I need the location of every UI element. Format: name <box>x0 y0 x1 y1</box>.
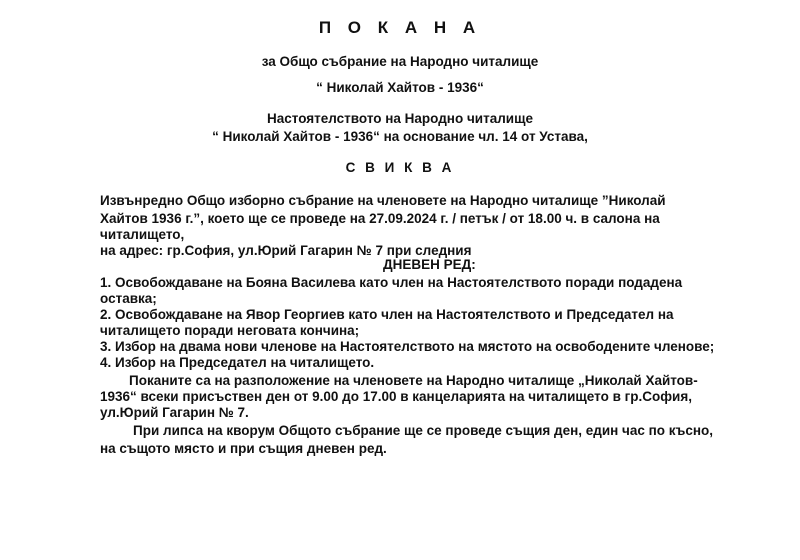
intro-line-1: за Общо събрание на Народно читалище <box>261 54 539 69</box>
paragraph-2-line-2: 1936“ всеки присъствен ден от 9.00 до 17.00 в канцеларията на читалището в гр.София, <box>100 389 692 404</box>
document-title: П О К А Н А <box>318 18 482 37</box>
agenda-item-4: 4. Избор на Председател на читалището. <box>100 355 375 370</box>
agenda-item-1-line-2: оставка; <box>100 291 157 306</box>
paragraph-2-line-3: ул.Юрий Гагарин № 7. <box>100 405 249 420</box>
agenda-item-2-line-1: 2. Освобождаване на Явор Георгиев като член на Настоятелството и Председател на <box>100 307 674 322</box>
agenda-item-1-line-1: 1. Освобождаване на Бояна Василева като член на Настоятелството поради подадена <box>100 275 683 290</box>
paragraph-2-line-1: Поканите са на разположение на членовете на Народно читалище „Николай Хайтов- <box>129 373 698 388</box>
board-line-1: Настоятелството на Народно читалище <box>267 111 533 126</box>
paragraph-1-line-1: Извънредно Общо изборно събрание на членовете на Народно читалище ”Николай <box>100 193 666 208</box>
agenda-item-3: 3. Избор на двама нови членове на Настоятелството на мястото на освободените членове; <box>100 339 715 354</box>
board-line-2: “ Николай Хайтов - 1936“ на основание чл. 14 от Устава, <box>212 129 588 144</box>
paragraph-3-line-2: на същото място и при същия дневен ред. <box>100 441 387 456</box>
agenda-item-2-line-2: читалището поради неговата кончина; <box>100 323 360 338</box>
paragraph-1-line-2: Хайтов 1936 г.”, което ще се проведе на 27.09.2024 г. / петък / от 18.00 ч. в салона на <box>100 211 660 226</box>
agenda-heading: ДНЕВЕН РЕД: <box>383 257 476 272</box>
paragraph-3-line-1: При липса на кворум Общото събрание ще се проведе същия ден, един час по късно, <box>133 423 714 438</box>
convenes-heading: С В И К В А <box>345 160 455 175</box>
intro-line-2: “ Николай Хайтов - 1936“ <box>316 80 484 95</box>
paragraph-1-line-3: читалището, <box>100 227 185 242</box>
paragraph-1-line-4: на адрес: гр.София, ул.Юрий Гагарин № 7 при следния <box>100 243 472 258</box>
